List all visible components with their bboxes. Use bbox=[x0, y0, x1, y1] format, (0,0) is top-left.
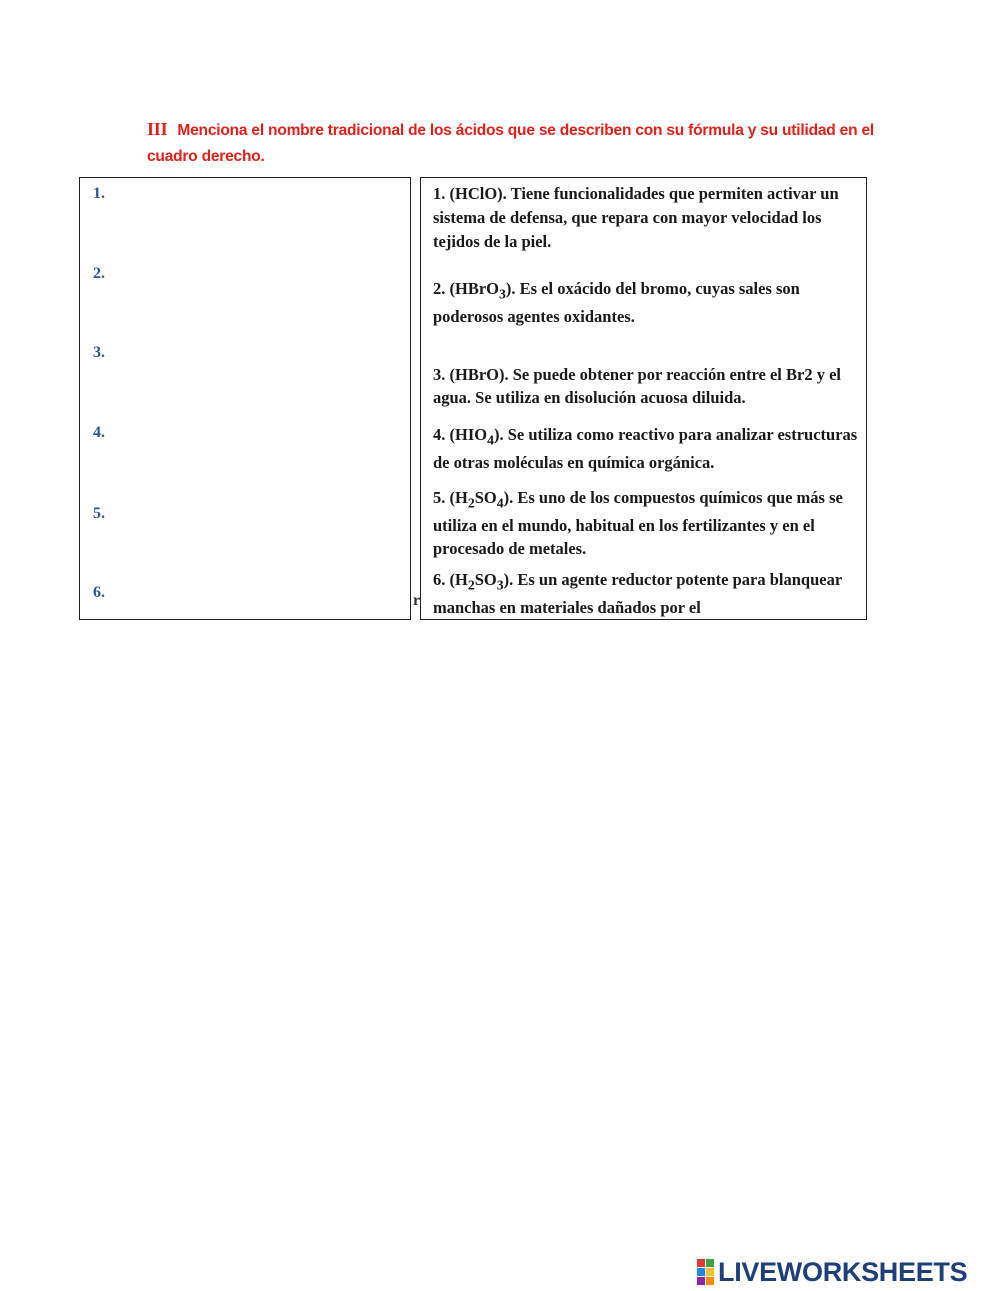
instructions-text: Menciona el nombre tradicional de los ácidos que se describen con su fórmula y su utilidad en el cuadro derecho. bbox=[147, 122, 874, 165]
liveworksheets-logo bbox=[697, 1257, 967, 1287]
description-5: 5. $(H_2SO_4)$. Es uno de los compuestos químicos que más se utiliza en el mundo, habitual en los fertilizantes y en el procesado de metales. bbox=[433, 488, 843, 559]
description-6: 6. $(H_2SO_3)$. Es un agente reductor potente para blanquear manchas en materiales dañados por el bbox=[433, 570, 842, 618]
liveworksheets-logo-icon bbox=[697, 1259, 714, 1285]
answer-number: 1. bbox=[93, 185, 105, 202]
descriptions-box bbox=[420, 177, 867, 620]
answer-box bbox=[79, 177, 411, 620]
answer-number: 5. bbox=[93, 505, 105, 522]
stray-character: r bbox=[413, 592, 421, 609]
description-4: 4. $(HIO_4)$. Se utiliza como reactivo para analizar estructuras de otras moléculas en química orgánica. bbox=[433, 425, 858, 473]
logo-square bbox=[706, 1277, 714, 1285]
logo-square bbox=[697, 1268, 705, 1276]
logo-square bbox=[706, 1268, 714, 1276]
answer-number: 4. bbox=[93, 424, 105, 441]
section-number: III bbox=[147, 119, 168, 139]
logo-square bbox=[697, 1259, 705, 1267]
answer-number: 3. bbox=[93, 344, 105, 361]
description-3: 3. (HBrO). Se puede obtener por reacción entre el Br2 y el agua. Se utiliza en disolución acuosa diluida. bbox=[433, 365, 842, 407]
instructions bbox=[147, 116, 917, 170]
logo-text: LIVEWORKSHEETS bbox=[718, 1256, 968, 1287]
description-2: 2. (HBrO$_3$). Es el oxácido del bromo, cuyas sales son poderosos agentes oxidantes. bbox=[433, 279, 800, 327]
logo-square bbox=[697, 1277, 705, 1285]
description-1: 1. (HClO). Tiene funcionalidades que permiten activar un sistema de defensa, que repara con mayor velocidad los tejidos de la piel. bbox=[433, 184, 839, 251]
logo-square bbox=[706, 1259, 714, 1267]
answer-number: 2. bbox=[93, 265, 105, 282]
answer-number: 6. bbox=[93, 584, 105, 601]
